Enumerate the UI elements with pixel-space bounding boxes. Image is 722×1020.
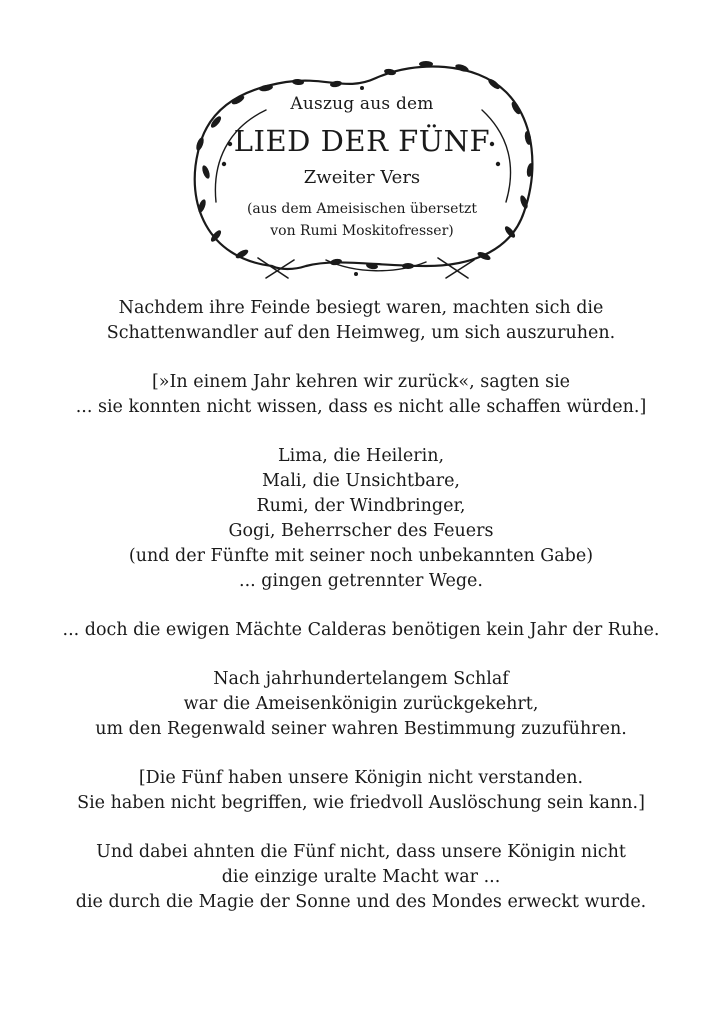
poem-line: war die Ameisenkönigin zurückgekehrt, bbox=[183, 694, 539, 714]
poem-line: Und dabei ahnten die Fünf nicht, dass unsere Königin nicht bbox=[96, 842, 626, 862]
stanza bbox=[0, 444, 722, 594]
poem-line: Rumi, der Windbringer, bbox=[256, 496, 466, 516]
stanza bbox=[0, 296, 722, 346]
poem-line: Mali, die Unsichtbare, bbox=[261, 471, 460, 491]
poem-body bbox=[0, 296, 722, 939]
poem-line: [Die Fünf haben unsere Königin nicht verstanden. bbox=[138, 768, 584, 788]
poem-line: ... doch die ewigen Mächte Calderas benötigen kein Jahr der Ruhe. bbox=[62, 620, 660, 640]
poem-line: Lima, die Heilerin, bbox=[277, 446, 445, 466]
poem-line: (und der Fünfte mit seiner noch unbekannten Gabe) bbox=[128, 546, 594, 566]
stanza bbox=[0, 618, 722, 643]
poem-line: ... sie konnten nicht wissen, dass es nicht alle schaffen würden.] bbox=[75, 397, 647, 417]
poem-line: Nach jahrhundertelangem Schlaf bbox=[213, 669, 509, 689]
page-title: LIED DER FÜNF bbox=[233, 124, 491, 158]
poem-line: die einzige uralte Macht war ... bbox=[221, 867, 501, 887]
translation-note-line-1: (aus dem Ameisischen übersetzt bbox=[246, 201, 478, 217]
subtitle: Zweiter Vers bbox=[303, 167, 421, 188]
poem-line: die durch die Magie der Sonne und des Mondes erweckt wurde. bbox=[75, 892, 647, 912]
poem-line: Nachdem ihre Feinde besiegt waren, machten sich die bbox=[118, 298, 604, 318]
stanza bbox=[0, 370, 722, 420]
poem-line: ... gingen getrennter Wege. bbox=[239, 571, 483, 591]
stanza bbox=[0, 840, 722, 915]
poem-line: Sie haben nicht begriffen, wie friedvoll Auslöschung sein kann.] bbox=[77, 793, 645, 813]
stanza bbox=[0, 766, 722, 816]
translation-note-line-2: von Rumi Moskitofresser) bbox=[270, 223, 454, 239]
poem-line: [»In einem Jahr kehren wir zurück«, sagten sie bbox=[151, 372, 571, 392]
stanza bbox=[0, 667, 722, 742]
title-frame bbox=[176, 52, 548, 288]
poem-line: um den Regenwald seiner wahren Bestimmung zuzuführen. bbox=[95, 719, 627, 739]
poem-line: Gogi, Beherrscher des Feuers bbox=[228, 521, 494, 541]
pre-title: Auszug aus dem bbox=[290, 94, 434, 114]
poem-line: Schattenwandler auf den Heimweg, um sich auszuruhen. bbox=[106, 323, 616, 343]
